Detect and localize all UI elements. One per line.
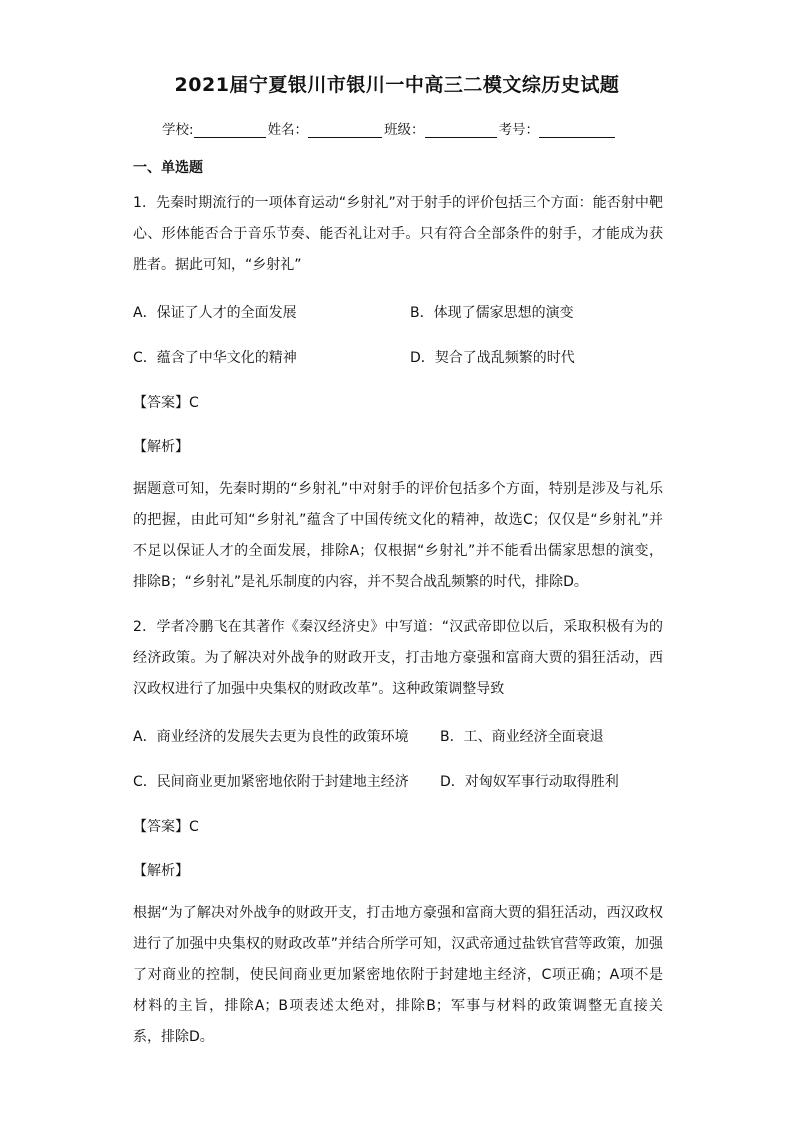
q2-analysis-line: 根据“为了解决对外战争的财政开支，打击地方豪强和富商大贾的猖狂活动，西汉政权 [133, 905, 663, 921]
student-info-line [162, 118, 617, 138]
exam-no-label: 考号： [498, 122, 540, 138]
q2-analysis-line: 系，排除D。 [133, 1029, 214, 1045]
q2-stem-line: 经济政策。为了解决对外战争的财政开支，打击地方豪强和富商大贾的猖狂活动，西 [133, 650, 663, 666]
q2-answer: 【答案】C [133, 819, 199, 835]
q2-stem-line: 汉政权进行了加强中央集权的财政改革”。这种政策调整导致 [133, 681, 505, 697]
q2-option-d[interactable]: D．对匈奴军事行动取得胜利 [440, 774, 619, 790]
page-title: 2021届宁夏银川市银川一中高三二模文综历史试题 [174, 74, 620, 96]
q1-stem-line: 1．先秦时期流行的一项体育运动“乡射礼”对于射手的评价包括三个方面：能否射中靶 [133, 195, 663, 211]
q1-analysis-label: 【解析】 [133, 439, 189, 455]
q1-analysis-line: 的把握，由此可知“乡射礼”蕴含了中国传统文化的精神，故选C；仅仅是“乡射礼”并 [133, 512, 663, 528]
name-blank[interactable] [308, 123, 382, 138]
q2-option-c[interactable]: C．民间商业更加紧密地依附于封建地主经济 [133, 774, 409, 790]
q1-analysis-line: 不足以保证人才的全面发展，排除A；仅根据“乡射礼”并不能看出儒家思想的演变， [133, 543, 663, 559]
q1-stem-line: 心、形体能否合于音乐节奏、能否礼让对手。只有符合全部条件的射手，才能成为获 [133, 226, 663, 242]
section-heading: 一、单选题 [133, 160, 203, 176]
q2-option-a[interactable]: A．商业经济的发展失去更为良性的政策环境 [133, 729, 409, 745]
q1-option-b[interactable]: B．体现了儒家思想的演变 [410, 305, 574, 321]
q1-analysis-line: 排除B；“乡射礼”是礼乐制度的内容，并不契合战乱频繁的时代，排除D。 [133, 574, 588, 590]
school-label: 学校: [162, 122, 194, 138]
name-label: 姓名： [267, 122, 309, 138]
school-blank[interactable] [194, 123, 266, 138]
q1-stem-line: 胜者。据此可知，“乡射礼” [133, 257, 302, 273]
q2-option-b[interactable]: B．工、商业经济全面衰退 [440, 729, 604, 745]
q1-option-d[interactable]: D．契合了战乱频繁的时代 [410, 350, 575, 366]
q2-stem [133, 612, 663, 705]
q2-analysis-line: 材料的主旨，排除A；B项表述太绝对，排除B；军事与材料的政策调整无直接关 [133, 998, 663, 1014]
class-blank[interactable] [425, 123, 497, 138]
q2-analysis-label: 【解析】 [133, 863, 189, 879]
q2-stem-line: 2．学者冷鹏飞在其著作《秦汉经济史》中写道：“汉武帝即位以后，采取积极有为的 [133, 619, 663, 635]
exam-no-blank[interactable] [539, 123, 615, 138]
q1-analysis [133, 474, 663, 598]
q2-analysis-line: 进行了加强中央集权的财政改革”并结合所学可知，汉武帝通过盐铁官营等政策，加强 [133, 936, 663, 952]
q1-analysis-line: 据题意可知，先秦时期的“乡射礼”中对射手的评价包括多个方面，特别是涉及与礼乐 [133, 481, 663, 497]
q1-answer: 【答案】C [133, 395, 199, 411]
q2-analysis [133, 898, 663, 1053]
q2-analysis-line: 了对商业的控制，使民间商业更加紧密地依附于封建地主经济，C项正确；A项不是 [133, 967, 663, 983]
q1-stem [133, 188, 663, 281]
q1-option-c[interactable]: C．蕴含了中华文化的精神 [133, 350, 297, 366]
class-label: 班级： [384, 122, 425, 138]
q1-option-a[interactable]: A．保证了人才的全面发展 [133, 305, 297, 321]
